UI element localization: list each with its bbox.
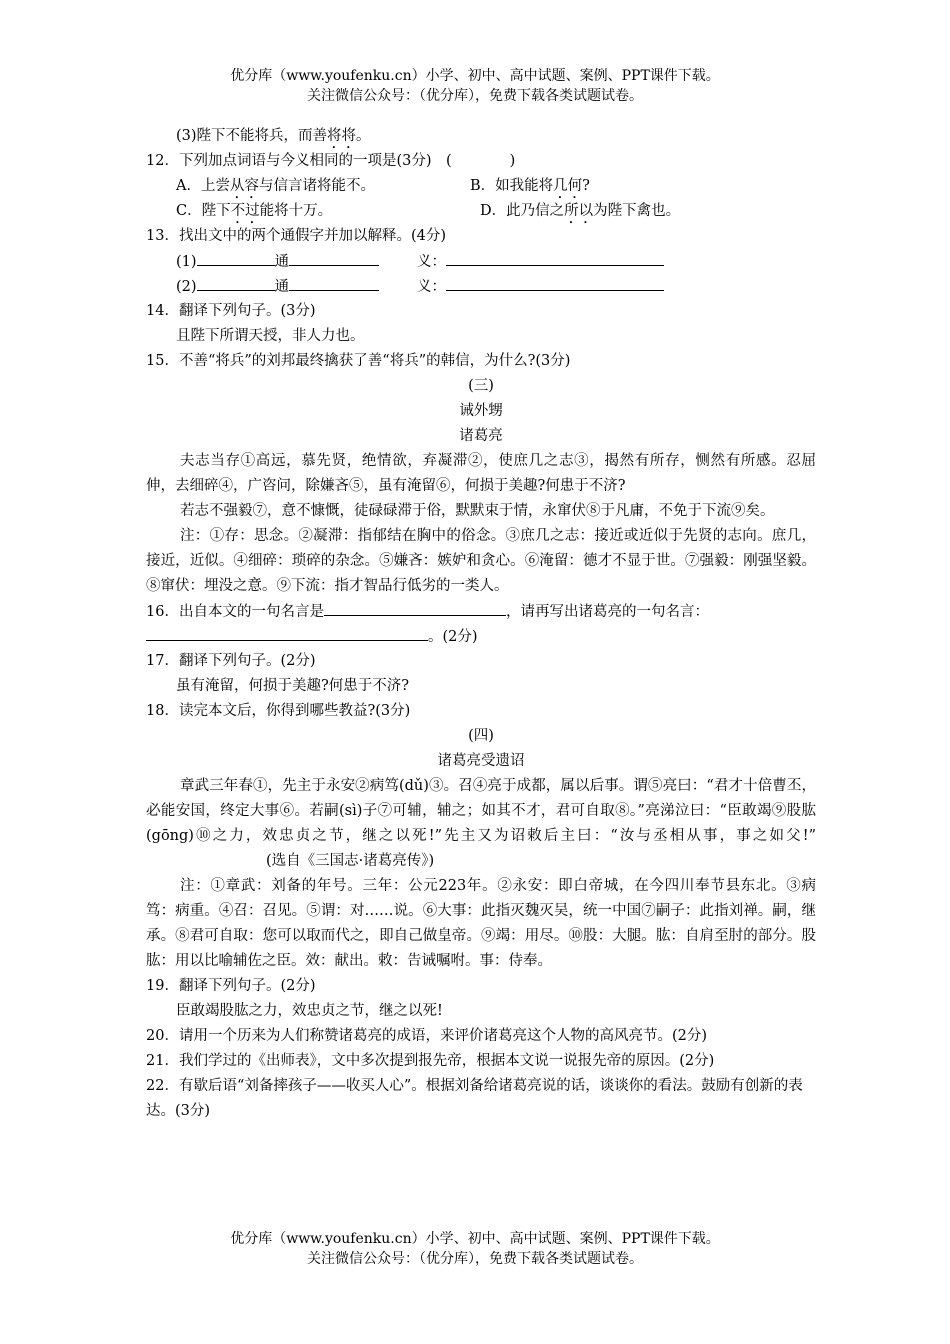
q17-stem: 17．翻译下列句子。(2分) bbox=[146, 653, 316, 669]
q12-stem: 12．下列加点词语与今义相同的一项是(3分) ( ) bbox=[146, 153, 516, 169]
q16-blank-1[interactable] bbox=[324, 599, 506, 616]
section-4-number: (四) bbox=[468, 728, 494, 744]
q19-stem: 19．翻译下列句子。(2分) bbox=[146, 978, 316, 994]
q14-sentence: 且陛下所谓天授，非人力也。 bbox=[176, 328, 365, 344]
footer-line-2: 关注微信公众号：（优分库），免费下载各类试题试卷。 bbox=[307, 1251, 643, 1267]
section-3-paragraph-2: 若志不强毅⑦，意不慷慨，徒碌碌滞于俗，默默束于情，永窜伏⑧于凡庸，不免于下流⑨矣。 bbox=[180, 503, 775, 519]
q16-post: 。(2分) bbox=[428, 629, 478, 645]
q12-option-d[interactable] bbox=[480, 199, 680, 227]
q16-line-1 bbox=[146, 599, 816, 624]
q11-item-3-dotted: 将将 bbox=[327, 128, 357, 144]
q12-a-post: 与信言诸将能不。 bbox=[258, 178, 375, 194]
q12-b-post: ? bbox=[582, 178, 590, 194]
q22-stem: 22．有歇后语“刘备摔孩子——收买人心”。根据刘备给诸葛亮说的话，谈谈你的看法。鼓励有创新的表达。(3分) bbox=[146, 1078, 803, 1119]
q13-row-2-blank-meaning[interactable] bbox=[446, 274, 664, 291]
q13-row-2 bbox=[146, 274, 816, 299]
q12-a-dotted: 从容 bbox=[229, 178, 259, 194]
q13-row-2-blank-char[interactable] bbox=[197, 274, 275, 291]
q12-d-post: 为陛下禽也。 bbox=[593, 203, 681, 219]
q12-d-pre: D．此乃信之 bbox=[480, 203, 565, 219]
q13-row-1-label: (1) bbox=[176, 254, 197, 270]
q15-stem: 15．不善“将兵”的刘邦最终擒获了善“将兵”的韩信，为什么?(3分) bbox=[146, 353, 571, 369]
q12-b-dotted: 几何 bbox=[553, 178, 583, 194]
q13-row-2-tong: 通 bbox=[274, 279, 290, 295]
q17-sentence: 虽有淹留，何损于美趣?何患于不济? bbox=[176, 678, 410, 694]
q18-stem: 18．读完本文后，你得到哪些教益?(3分) bbox=[146, 703, 411, 719]
q13-row-1-blank-tong[interactable] bbox=[289, 249, 379, 266]
q16-blank-2[interactable] bbox=[146, 624, 428, 641]
section-3-title: 诫外甥 bbox=[459, 403, 503, 419]
header-line-2: 关注微信公众号：（优分库），免费下载各类试题试卷。 bbox=[307, 88, 643, 104]
footer-line-1: 优分库（www.youfenku.cn）小学、初中、高中试题、案例、PPT课件下载。 bbox=[230, 1231, 720, 1247]
q12-options-ab bbox=[146, 174, 816, 199]
q12-options-cd bbox=[146, 199, 816, 224]
q13-row-1 bbox=[146, 249, 816, 274]
q12-option-b[interactable] bbox=[470, 174, 590, 202]
q12-a-pre: A．上尝 bbox=[176, 178, 230, 194]
q12-c-pre: C．陛下 bbox=[176, 203, 231, 219]
q20-stem: 20．请用一个历来为人们称赞诸葛亮的成语，来评价诸葛亮这个人物的高风亮节。(2分) bbox=[146, 1028, 707, 1044]
exam-content bbox=[146, 124, 816, 1124]
q13-row-1-tong: 通 bbox=[274, 254, 290, 270]
q12-d-dotted: 所以 bbox=[564, 203, 594, 219]
q11-item-3 bbox=[146, 124, 816, 149]
section-4-paragraph-1 bbox=[146, 774, 816, 874]
q21-stem: 21．我们学过的《出师表》，文中多次提到报先帝，根据本文说一说报先帝的原因。(2分) bbox=[146, 1053, 715, 1069]
q11-item-3-end: 。 bbox=[356, 128, 371, 144]
section-3-author: 诸葛亮 bbox=[459, 428, 503, 444]
q12-option-c[interactable] bbox=[176, 199, 480, 227]
q12-b-pre: B．如我能将 bbox=[470, 178, 554, 194]
section-4-source: (选自《三国志·诸葛亮传》) bbox=[266, 853, 435, 869]
q13-row-1-blank-meaning[interactable] bbox=[446, 249, 664, 266]
q19-sentence: 臣敢竭股肱之力，效忠贞之节，继之以死! bbox=[176, 1003, 443, 1019]
page-footer bbox=[0, 1229, 950, 1269]
q13-row-2-blank-tong[interactable] bbox=[289, 274, 379, 291]
q13-stem: 13．找出文中的两个通假字并加以解释。(4分) bbox=[146, 228, 446, 244]
q12-c-post: 能将十万。 bbox=[259, 203, 333, 219]
q16-mid: ，请再写出诸葛亮的一句名言： bbox=[505, 604, 709, 620]
q14-stem: 14．翻译下列句子。(3分) bbox=[146, 303, 316, 319]
q12-c-dotted: 不过 bbox=[230, 203, 260, 219]
q13-row-2-yi: 义： bbox=[417, 279, 447, 295]
q13-row-2-label: (2) bbox=[176, 279, 197, 295]
section-3-notes: 注：①存：思念。②凝滞：指郁结在胸中的俗念。③庶几之志：接近或近似于先贤的志向。庶几，接近，近似。④细碎：琐碎的杂念。⑤嫌吝：嫉妒和贪心。⑥淹留：德才不显于世。⑦强毅：刚强坚毅。⑧窜伏：埋没之意。⑨下流：指才智品行低劣的一类人。 bbox=[146, 528, 816, 594]
header-line-1: 优分库（www.youfenku.cn）小学、初中、高中试题、案例、PPT课件下载。 bbox=[230, 68, 720, 84]
q13-row-1-blank-char[interactable] bbox=[197, 249, 275, 266]
section-3-paragraph-1: 夫志当存①高远，慕先贤，绝情欲，弃凝滞②，使庶几之志③，揭然有所存，恻然有所感。忍屈伸，去细碎④，广咨问，除嫌吝⑤，虽有淹留⑥，何损于美趣?何患于不济? bbox=[146, 453, 816, 494]
section-4-title: 诸葛亮受遗诏 bbox=[437, 753, 525, 769]
q11-item-3-text: (3)陛下不能将兵，而善 bbox=[176, 128, 328, 144]
page-header bbox=[0, 66, 950, 106]
section-4-notes: 注：①章武：刘备的年号。三年：公元223年。②永安：即白帝城，在今四川奉节县东北。③病笃：病重。④召：召见。⑤谓：对……说。⑥大事：此指灭魏灭吴，统一中国⑦嗣子：此指刘禅。嗣，继承。⑧君可自取：您可以取而代之，即自己做皇帝。⑨竭：用尽。⑩股：大腿。肱：自肩至肘的部分。股肱：用以比喻辅佐之臣。效：献出。敕：告诫嘱咐。事：侍奉。 bbox=[146, 878, 816, 969]
section-4-paragraph-text: 章武三年春①，先主于永安②病笃(dǔ)③。召④亮于成都，属以后事。谓⑤亮曰：“君才十倍曹丕，必能安国，终定大事⑥。若嗣(sì)子⑦可辅，辅之；如其不才，君可自取⑧。”亮涕泣曰：“臣敢竭⑨股肱(gōng)⑩之力，效忠贞之节，继之以死!”先主又为诏敕后主曰：“汝与丞相从事，事之如父!” bbox=[146, 778, 816, 844]
q12-option-a[interactable] bbox=[176, 174, 470, 202]
q13-row-1-yi: 义： bbox=[417, 254, 447, 270]
q16-pre: 16．出自本文的一句名言是 bbox=[146, 604, 324, 620]
section-3-number: (三) bbox=[468, 378, 494, 394]
q16-line-2 bbox=[146, 624, 816, 649]
